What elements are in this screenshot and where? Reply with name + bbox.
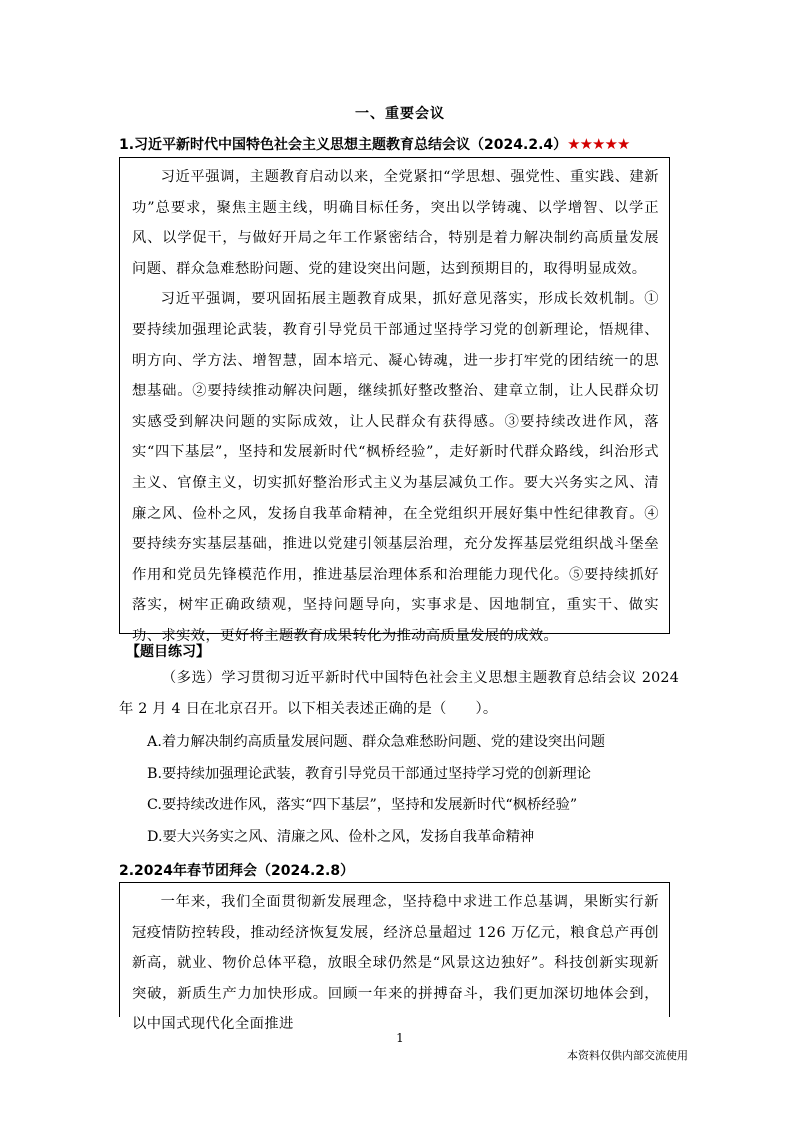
item-1-content-box — [119, 157, 670, 644]
footer-note: 本资料仅供内部交流使用 — [567, 1049, 688, 1062]
item-1-paragraph-1: 习近平强调，主题教育启动以来，全党紧扣“学思想、强党性、重实践、建新功”总要求，聚焦主题主线，明确目标任务，突出以学铸魂、以学增智、以学正风、以学促干，与做好开局之年工作紧密结合，特别是着力解决制约高质量发展问题、群众急难愁盼问题、党的建设突出问题，达到预期目的，取得明显成效。 — [132, 169, 659, 277]
item-2-heading: 2.2024年春节团拜会（2024.2.8） — [119, 863, 355, 879]
practice-label: 【题目练习】 — [126, 644, 210, 660]
option-a: A.着力解决制约高质量发展问题、群众急难愁盼问题、党的建设突出问题 — [147, 734, 606, 750]
importance-stars: ★★★★★ — [567, 135, 630, 153]
option-c: C.要持续改进作风，落实“四下基层”，坚持和发展新时代“枫桥经验” — [147, 797, 578, 813]
section-title: 一、重要会议 — [355, 106, 445, 122]
item-2-paragraph-1: 一年来，我们全面贯彻新发展理念，坚持稳中求进工作总基调，果断实行新冠疫情防控转段，推动经济恢复发展，经济总量超过 126 万亿元，粮食总产再创新高，就业、物价总体平稳，放眼全球仍然是“风景这边独好”。科技创新实现新突破，新质生产力加快形成。回顾一年来的拼搏奋斗，我们更加深切地体会到，以中国式现代化全面推进 — [132, 894, 659, 1033]
option-b: B.要持续加强理论武装，教育引导党员干部通过坚持学习党的创新理论 — [147, 765, 591, 782]
practice-question: （多选）学习贯彻习近平新时代中国特色社会主义思想主题教育总结会议 2024 年 2 月 4 日在北京召开。以下相关表述正确的是（ ）。 — [119, 670, 679, 717]
answer-options — [147, 727, 677, 853]
page-number: 1 — [396, 1031, 404, 1045]
item-1-paragraph-2: 习近平强调，要巩固拓展主题教育成果，抓好意见落实，形成长效机制。①要持续加强理论武装，教育引导党员干部通过坚持学习党的创新理论，悟规律、明方向、学方法、增智慧，固本培元、凝心铸魂，进一步打牢党的团结统一的思想基础。②要持续推动解决问题，继续抓好整改整治、建章立制，让人民群众切实感受到解决问题的实际成效，让人民群众有获得感。③要持续改进作风，落实“四下基层”，坚持和发展新时代“枫桥经验”，走好新时代群众路线，纠治形式主义、官僚主义，切实抓好整治形式主义为基层减负工作。要大兴务实之风、清廉之风、俭朴之风，发扬自我革命精神，在全党组织开展好集中性纪律教育。④要持续夯实基层基础，推进以党建引领基层治理，充分发挥基层党组织战斗堡垒作用和党员先锋模范作用，推进基层治理体系和治理能力现代化。⑤要持续抓好落实，树牢正确政绩观，坚持问题导向，实事求是、因地制宜，重实干、做实功、求实效，更好将主题教育成果转化为推动高质量发展的成效。 — [132, 291, 659, 644]
item-1-heading-text: 1.习近平新时代中国特色社会主义思想主题教育总结会议（2024.2.4） — [119, 137, 568, 153]
option-d: D.要大兴务实之风、清廉之风、俭朴之风，发扬自我革命精神 — [147, 828, 535, 845]
item-2-content-box — [119, 882, 670, 1033]
item-1-heading — [119, 134, 629, 154]
